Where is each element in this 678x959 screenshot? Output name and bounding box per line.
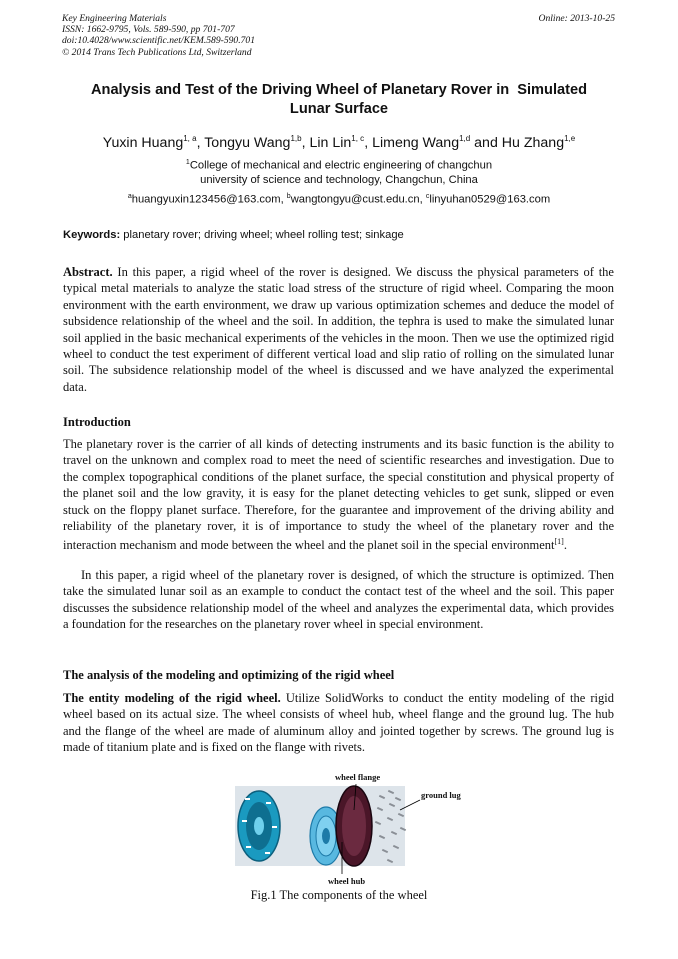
author-name: Limeng Wang	[372, 135, 460, 151]
author-list	[40, 129, 638, 153]
wheel-components-figure	[232, 770, 464, 888]
citation-ref[interactable]: [1]	[554, 537, 564, 547]
affiliation-line-1: College of mechanical and electric engineering of changchun	[189, 159, 493, 172]
author-affil-sup: 1, a	[183, 134, 197, 143]
entity-modeling-text: Utilize SolidWorks to conduct the entity modeling of the rigid wheel based on its actual size. The wheel consists of wheel hub, wheel flange and the ground lug. The hub and the flange of the wheel are made of aluminum alloy and jointed together by screws. The ground lug is made of titanium plate and is fixed on the flange with rivets.	[63, 691, 614, 755]
author-name: Lin Lin	[309, 135, 352, 151]
email-address[interactable]: huangyuxin123456@163.com	[131, 193, 281, 206]
affiliation-line-2: university of science and technology, Changchun, China	[200, 174, 478, 187]
intro-p1-end: .	[563, 538, 567, 553]
section-heading: The analysis of the modeling and optimizing of the rigid wheel	[63, 668, 395, 682]
email-separator: ,	[419, 193, 426, 206]
wheel-flange-image	[336, 786, 372, 866]
keywords-text: planetary rover; driving wheel; wheel rolling test; sinkage	[120, 229, 404, 241]
abstract	[63, 264, 614, 395]
intro-paragraph-2: In this paper, a rigid wheel of the planetary rover is designed, of which the structure is optimized. Then take the simulated lunar soil as an example to conduct the contact test of the wheel and the soil. This paper discusses the subsidence relationship model of the wheel and analyzes the experimental data, which provides a foundation for the researches on the planetary rover wheel in special environment.	[63, 568, 614, 632]
figure-caption: Fig.1 The components of the wheel	[250, 888, 428, 902]
affiliation-sup: 1	[185, 159, 190, 166]
label-wheel-flange: wheel flange	[335, 772, 381, 782]
paper-title	[50, 81, 628, 119]
email-list	[40, 193, 638, 206]
label-wheel-hub: wheel hub	[328, 876, 366, 886]
email-separator: ,	[280, 193, 287, 206]
email-address[interactable]: linyuhan0529@163.com	[429, 193, 551, 206]
author-separator: and	[470, 135, 502, 151]
journal-header	[62, 13, 255, 58]
label-ground-lug: ground lug	[421, 790, 461, 800]
affiliation	[60, 156, 618, 188]
keywords-label: Keywords:	[63, 229, 121, 241]
author-separator: ,	[301, 135, 310, 151]
author-separator: ,	[196, 135, 205, 151]
abstract-label: Abstract.	[63, 265, 113, 279]
email-sup: a	[127, 193, 132, 200]
email-address[interactable]: wangtongyu@cust.edu.cn	[290, 193, 420, 206]
author-name: Hu Zhang	[501, 135, 565, 151]
author-name: Tongyu Wang	[204, 135, 291, 151]
issn-line: ISSN: 1662-9795, Vols. 589-590, pp 701-707	[62, 24, 235, 36]
copyright-line: © 2014 Trans Tech Publications Ltd, Switzerland	[62, 46, 252, 58]
entity-modeling-label: The entity modeling of the rigid wheel.	[63, 691, 281, 705]
author-affil-sup: 1,b	[290, 134, 302, 143]
entity-modeling-paragraph	[63, 690, 614, 756]
author-affil-sup: 1,e	[564, 134, 576, 143]
title-line-2: Lunar Surface	[289, 101, 389, 117]
author-affil-sup: 1,d	[459, 134, 471, 143]
title-line-1: Analysis and Test of the Driving Wheel of Planetary Rover in Simulated	[90, 82, 588, 98]
doi-line: doi:10.4028/www.scientific.net/KEM.589-590.701	[62, 35, 256, 47]
intro-p1-text: The planetary rover is the carrier of all kinds of detecting instruments and its basic function is the ability to travel on the unknown and complex road to meet the need of scientific researches and investigation. Due to the complex topographical conditions of the planet surface, the special constitution and physical property of the planet soil and the low gravity, it is easy for the planet detecting vehicles to get sunk, slipped or even stuck on the floppy planet surface. Therefore, for the guarantee and improvement of the driving ability and reliability of the planetary rover, it is of importance to study the wheel of the planetary rover and the interaction mechanism and mode between the wheel and the planet soil in the special environment	[63, 437, 614, 553]
author-separator: ,	[364, 135, 373, 151]
abstract-text: In this paper, a rigid wheel of the rover is designed. We discuss the physical parameters of the typical metal materials to analyze the static load stress of the structure of rigid wheel. Comparing the moon environment with the earth environment, we draw up various optimization schemes and deduce the model of subsidence relationship of the wheel and the soil. In addition, the tephra is used to make the simulated lunar soil applied in the basic mechanical experiments of the vehicles in the moon. Then we use the optimized rigid wheel to conduct the test experiment of different vertical load and slip ratio of rolling on the simulated lunar soil. The subsidence relationship model of the wheel is discussed and we have analyzed the experimental data.	[63, 265, 614, 394]
keywords	[63, 229, 404, 241]
email-sup: b	[286, 193, 291, 200]
journal-name: Key Engineering Materials	[62, 13, 167, 24]
assembled-wheel-image	[238, 791, 280, 861]
author-name: Yuxin Huang	[102, 135, 184, 151]
intro-paragraph-1	[63, 436, 614, 554]
intro-heading: Introduction	[63, 415, 131, 429]
author-affil-sup: 1, c	[351, 134, 365, 143]
online-date: Online: 2013-10-25	[538, 13, 615, 24]
email-sup: c	[425, 193, 430, 200]
